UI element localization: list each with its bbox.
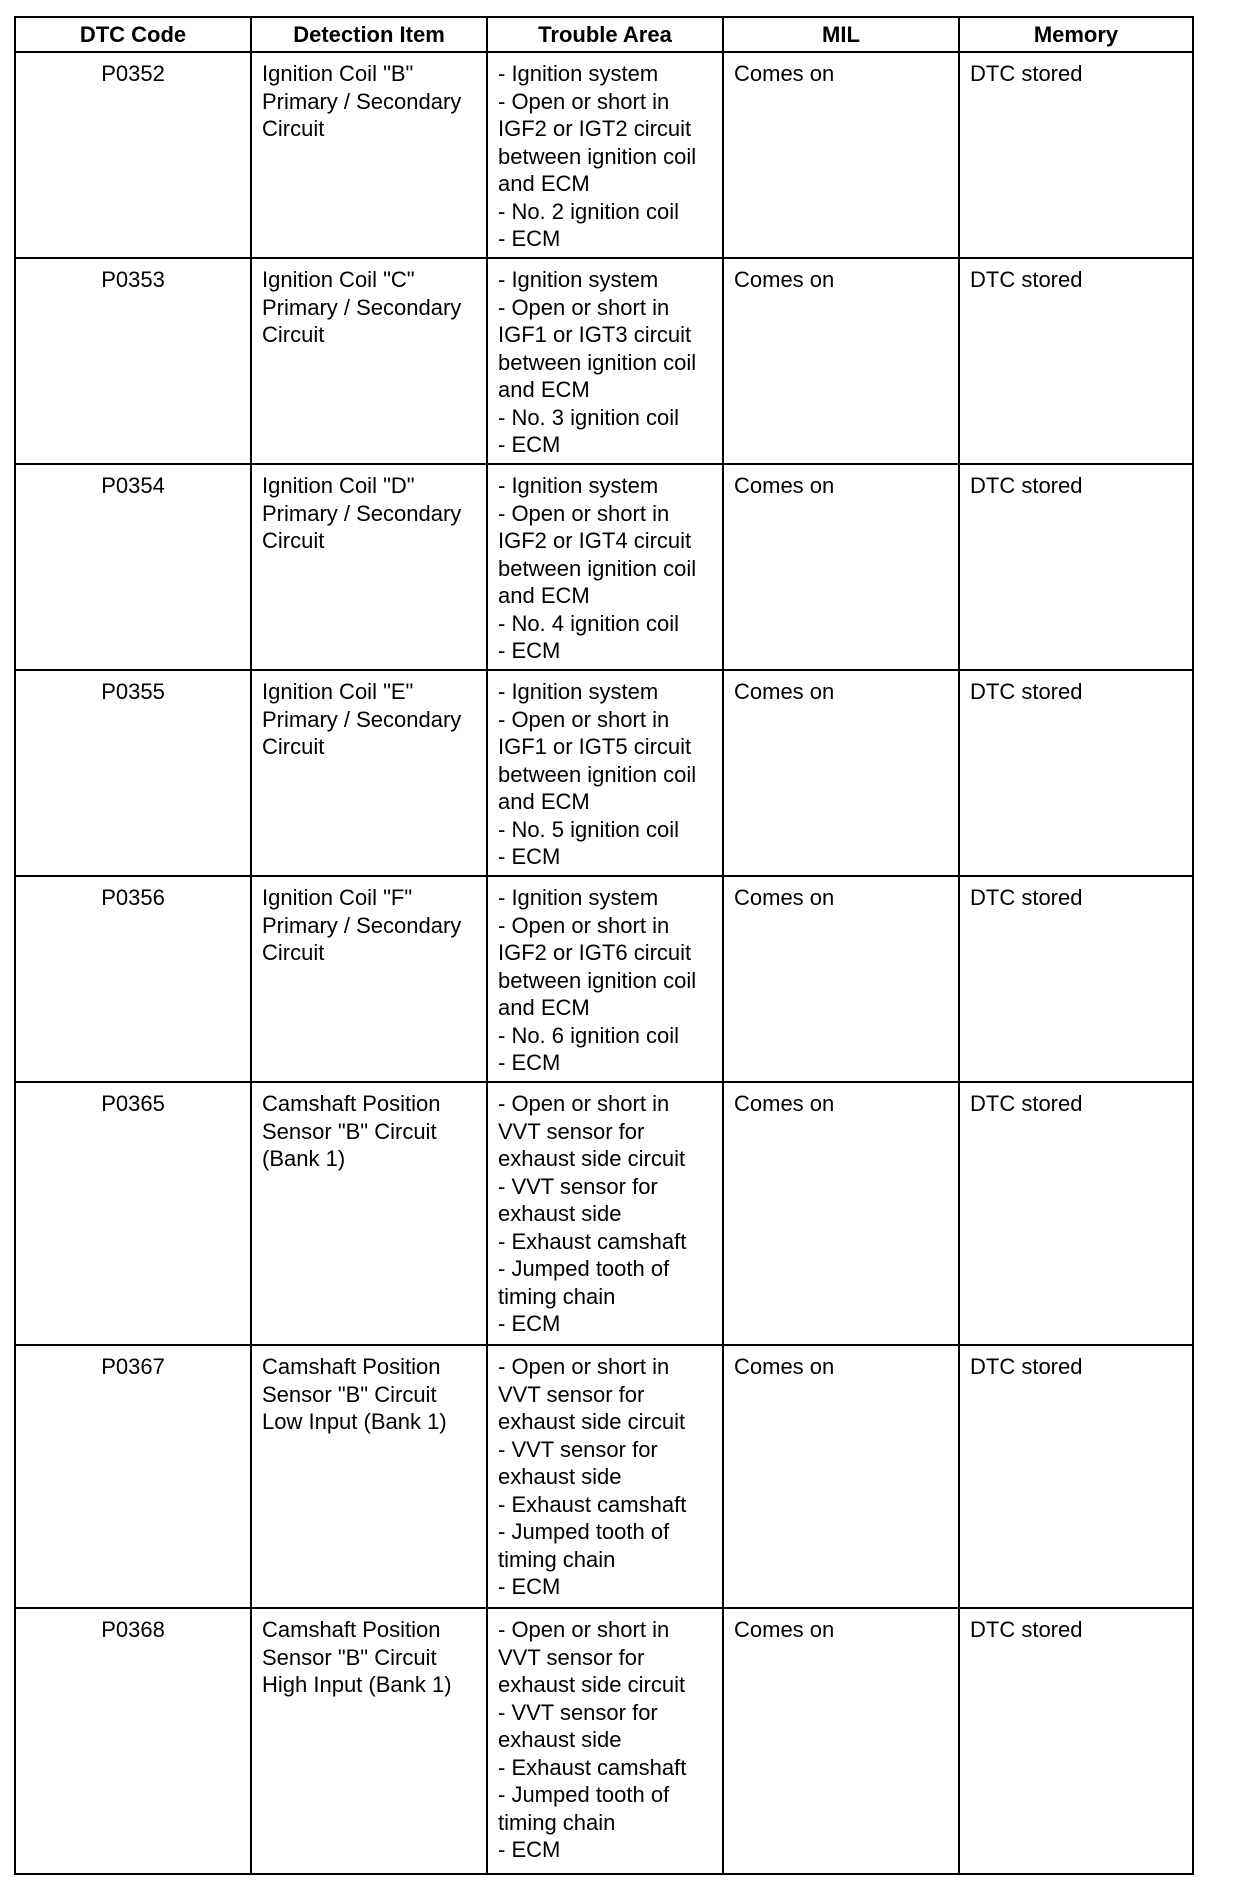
header-memory: Memory xyxy=(959,17,1193,52)
header-dtc-code: DTC Code xyxy=(15,17,251,52)
memory-cell: DTC stored xyxy=(959,1345,1193,1608)
dtc-code-cell: P0368 xyxy=(15,1608,251,1874)
header-trouble-area: Trouble Area xyxy=(487,17,723,52)
dtc-code-cell: P0365 xyxy=(15,1082,251,1345)
dtc-code-cell: P0367 xyxy=(15,1345,251,1608)
detection-item-cell: Ignition Coil "F" Primary / Secondary Circuit xyxy=(251,876,487,1082)
table-row xyxy=(15,1608,1193,1874)
trouble-area-cell: - Open or short in VVT sensor for exhaust side circuit - VVT sensor for exhaust side - Exhaust camshaft - Jumped tooth of timing chain - ECM xyxy=(487,1082,723,1345)
memory-cell: DTC stored xyxy=(959,670,1193,876)
header-detection-item: Detection Item xyxy=(251,17,487,52)
memory-cell: DTC stored xyxy=(959,1608,1193,1874)
memory-cell: DTC stored xyxy=(959,258,1193,464)
mil-cell: Comes on xyxy=(723,1345,959,1608)
dtc-code-cell: P0355 xyxy=(15,670,251,876)
trouble-area-cell: - Ignition system - Open or short in IGF2 or IGT6 circuit between ignition coil and ECM - No. 6 ignition coil - ECM xyxy=(487,876,723,1082)
trouble-area-cell: - Open or short in VVT sensor for exhaust side circuit - VVT sensor for exhaust side - Exhaust camshaft - Jumped tooth of timing chain - ECM xyxy=(487,1345,723,1608)
mil-cell: Comes on xyxy=(723,464,959,670)
header-mil: MIL xyxy=(723,17,959,52)
detection-item-cell: Ignition Coil "E" Primary / Secondary Circuit xyxy=(251,670,487,876)
detection-item-cell: Ignition Coil "B" Primary / Secondary Circuit xyxy=(251,52,487,258)
table-row xyxy=(15,1082,1193,1345)
trouble-area-cell: - Open or short in VVT sensor for exhaust side circuit - VVT sensor for exhaust side - Exhaust camshaft - Jumped tooth of timing chain - ECM xyxy=(487,1608,723,1874)
dtc-code-cell: P0354 xyxy=(15,464,251,670)
mil-cell: Comes on xyxy=(723,1608,959,1874)
mil-cell: Comes on xyxy=(723,258,959,464)
table-row xyxy=(15,670,1193,876)
mil-cell: Comes on xyxy=(723,1082,959,1345)
memory-cell: DTC stored xyxy=(959,52,1193,258)
detection-item-cell: Camshaft Position Sensor "B" Circuit Low Input (Bank 1) xyxy=(251,1345,487,1608)
mil-cell: Comes on xyxy=(723,876,959,1082)
trouble-area-cell: - Ignition system - Open or short in IGF2 or IGT2 circuit between ignition coil and ECM - No. 2 ignition coil - ECM xyxy=(487,52,723,258)
table-row xyxy=(15,52,1193,258)
mil-cell: Comes on xyxy=(723,670,959,876)
detection-item-cell: Ignition Coil "C" Primary / Secondary Circuit xyxy=(251,258,487,464)
table-row xyxy=(15,1345,1193,1608)
dtc-code-cell: P0353 xyxy=(15,258,251,464)
table-header xyxy=(15,17,1193,52)
detection-item-cell: Camshaft Position Sensor "B" Circuit (Bank 1) xyxy=(251,1082,487,1345)
dtc-code-cell: P0356 xyxy=(15,876,251,1082)
mil-cell: Comes on xyxy=(723,52,959,258)
dtc-code-cell: P0352 xyxy=(15,52,251,258)
memory-cell: DTC stored xyxy=(959,464,1193,670)
header-row xyxy=(15,17,1193,52)
memory-cell: DTC stored xyxy=(959,876,1193,1082)
dtc-table xyxy=(14,16,1194,1875)
detection-item-cell: Camshaft Position Sensor "B" Circuit High Input (Bank 1) xyxy=(251,1608,487,1874)
trouble-area-cell: - Ignition system - Open or short in IGF2 or IGT4 circuit between ignition coil and ECM - No. 4 ignition coil - ECM xyxy=(487,464,723,670)
memory-cell: DTC stored xyxy=(959,1082,1193,1345)
table-row xyxy=(15,258,1193,464)
table-row xyxy=(15,876,1193,1082)
table-body xyxy=(15,52,1193,1874)
trouble-area-cell: - Ignition system - Open or short in IGF1 or IGT3 circuit between ignition coil and ECM - No. 3 ignition coil - ECM xyxy=(487,258,723,464)
trouble-area-cell: - Ignition system - Open or short in IGF1 or IGT5 circuit between ignition coil and ECM - No. 5 ignition coil - ECM xyxy=(487,670,723,876)
detection-item-cell: Ignition Coil "D" Primary / Secondary Circuit xyxy=(251,464,487,670)
table-row xyxy=(15,464,1193,670)
